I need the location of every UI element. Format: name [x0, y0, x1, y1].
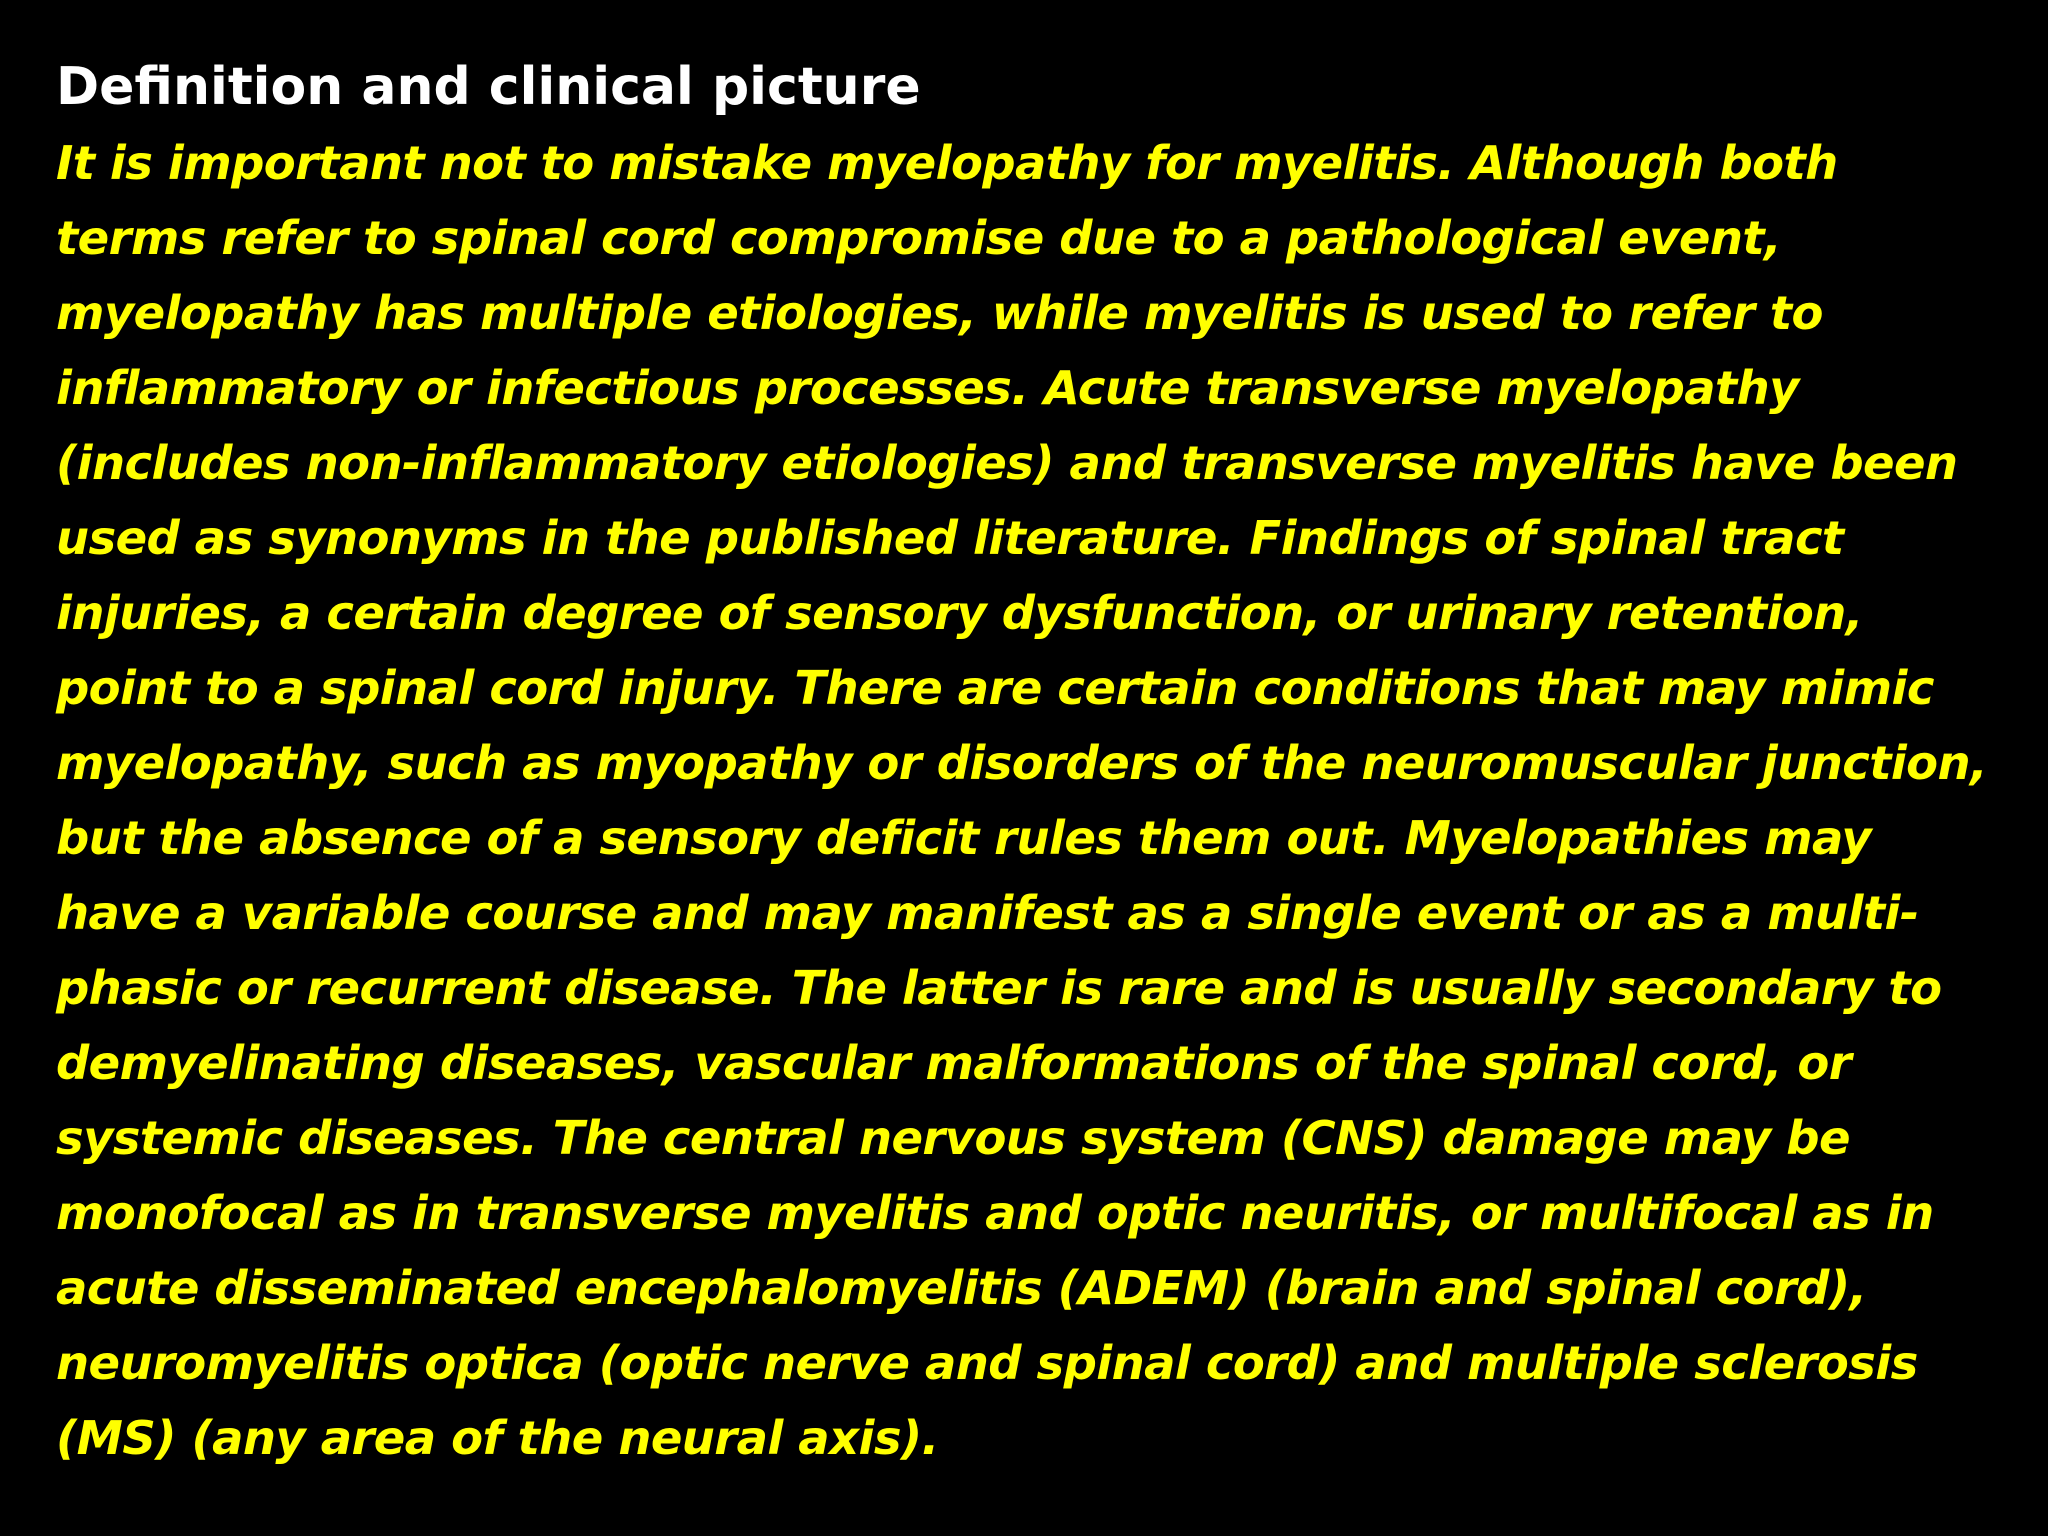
body-text-line: point to a spinal cord injury. There are certain conditions that may mimic: [56, 661, 1934, 715]
body-text-line: injuries, a certain degree of sensory dysfunction, or urinary retention,: [56, 586, 1863, 640]
body-text-line: monofocal as in transverse myelitis and optic neuritis, or multifocal as in: [56, 1186, 1934, 1240]
slide-body-text: [56, 126, 2036, 1476]
body-text-line: acute disseminated encephalomyelitis (ADEM) (brain and spinal cord),: [56, 1261, 1867, 1315]
body-text-line: used as synonyms in the published literature. Findings of spinal tract: [56, 511, 1844, 565]
body-text-line: (includes non-inflammatory etiologies) and transverse myelitis have been: [56, 436, 1958, 490]
body-text-line: (MS) (any area of the neural axis).: [56, 1411, 939, 1465]
body-text-line: It is important not to mistake myelopathy for myelitis. Although both: [56, 136, 1838, 190]
body-text-line: inflammatory or infectious processes. Acute transverse myelopathy: [56, 361, 1799, 415]
body-text-line: but the absence of a sensory deficit rules them out. Myelopathies may: [56, 811, 1872, 865]
body-text-line: have a variable course and may manifest as a single event or as a multi-: [56, 886, 1919, 940]
slide-title: Definition and clinical picture: [56, 57, 921, 117]
body-text-line: myelopathy has multiple etiologies, while myelitis is used to refer to: [56, 286, 1823, 340]
body-text-line: terms refer to spinal cord compromise due to a pathological event,: [56, 211, 1782, 265]
body-text-line: phasic or recurrent disease. The latter is rare and is usually secondary to: [56, 961, 1942, 1015]
body-text-line: demyelinating diseases, vascular malformations of the spinal cord, or: [56, 1036, 1852, 1090]
body-text-line: systemic diseases. The central nervous system (CNS) damage may be: [56, 1111, 1850, 1165]
body-text-line: myelopathy, such as myopathy or disorders of the neuromuscular junction,: [56, 736, 1988, 790]
body-text-line: neuromyelitis optica (optic nerve and spinal cord) and multiple sclerosis: [56, 1336, 1918, 1390]
